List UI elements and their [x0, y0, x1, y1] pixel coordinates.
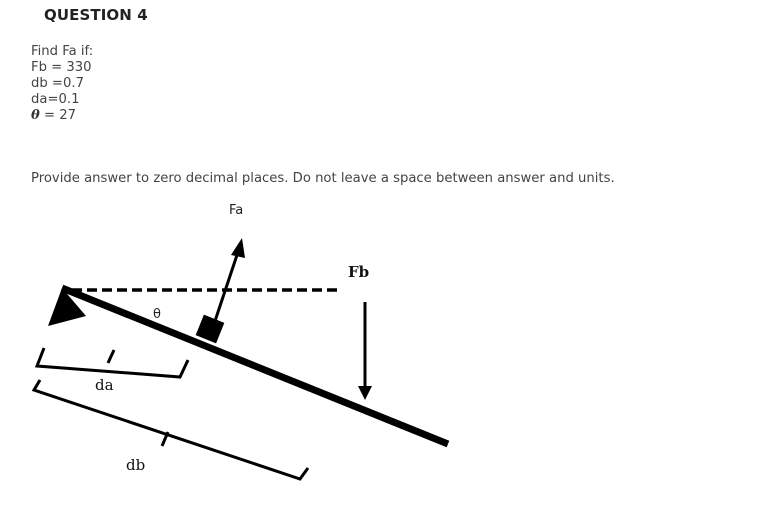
theta-symbol: θ — [31, 108, 40, 123]
fb-arrowhead-icon — [358, 386, 372, 400]
fa-application-block — [196, 315, 225, 344]
inclined-beam — [62, 288, 448, 444]
given-db: db =0.7 — [31, 76, 84, 91]
given-intro: Find Fa if: — [31, 44, 94, 59]
theta-value: = 27 — [44, 108, 77, 123]
db-dimension-bracket — [34, 380, 308, 479]
theta-angle-label: θ — [153, 307, 161, 322]
da-bracket-tick — [108, 350, 114, 363]
answer-instruction: Provide answer to zero decimal places. Do not leave a space between answer and units. — [31, 171, 615, 186]
fa-arrowhead-icon — [231, 238, 245, 258]
given-fb: Fb = 330 — [31, 60, 92, 75]
given-da: da=0.1 — [31, 92, 80, 107]
db-dimension-label: db — [126, 456, 146, 474]
fb-force-label: Fb — [348, 263, 370, 281]
da-dimension-label: da — [95, 376, 114, 394]
fa-force-label: Fa — [229, 203, 244, 218]
question-title: QUESTION 4 — [44, 6, 148, 24]
